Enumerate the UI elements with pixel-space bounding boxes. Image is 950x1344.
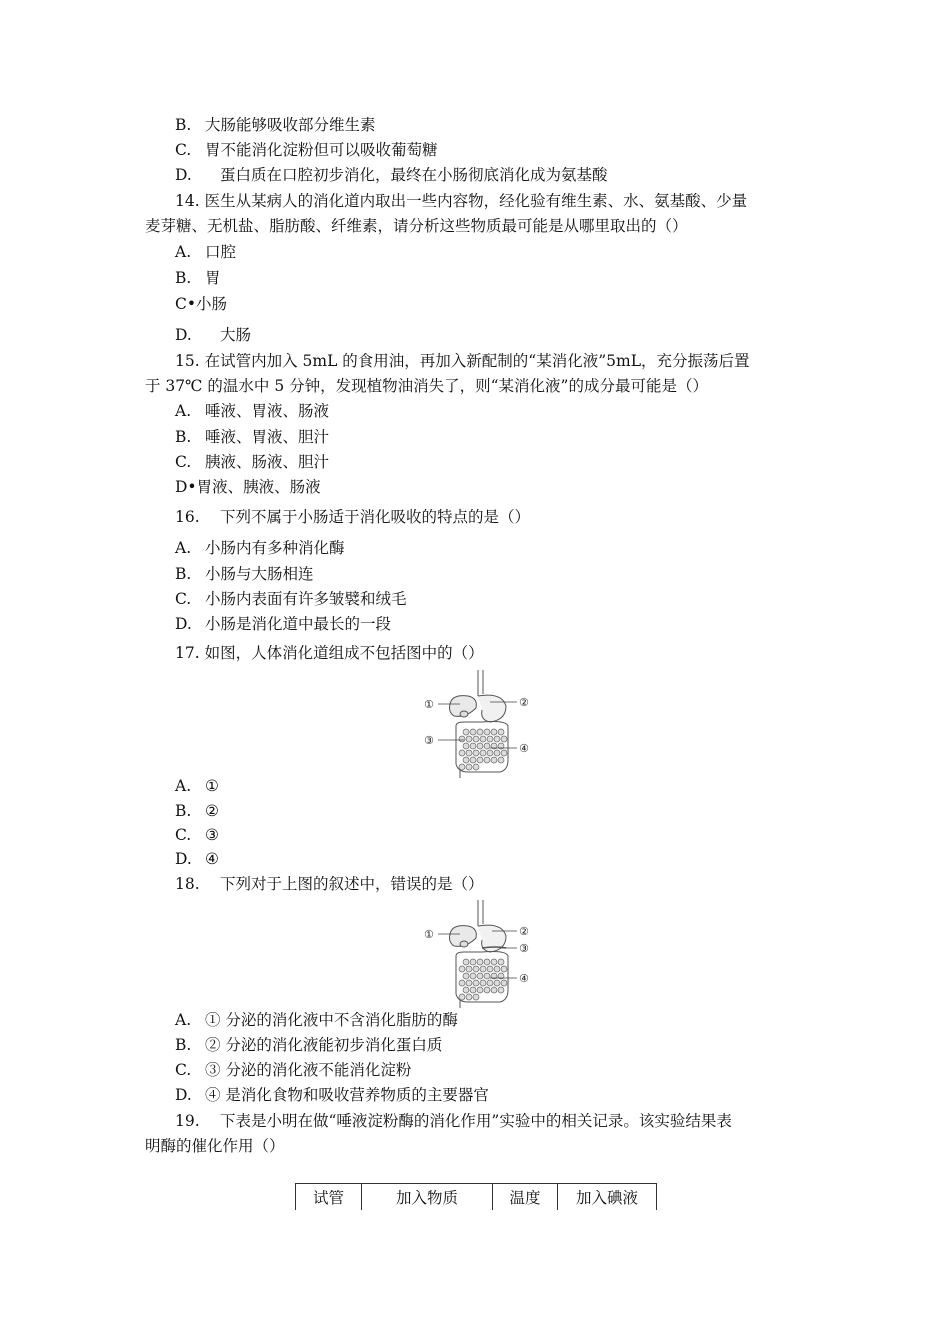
table-header-cell: 温度 — [493, 1184, 558, 1211]
option-text: ③ 分泌的消化液不能消化淀粉 — [205, 1061, 412, 1079]
question-text: 下列不属于小肠适于消化吸收的特点的是（） — [220, 508, 531, 526]
diagram-label-2: ② — [519, 925, 529, 938]
table-header-cell: 加入物质 — [362, 1184, 493, 1211]
option-text: 小肠内表面有许多皱襞和绒毛 — [205, 590, 407, 608]
q15-option-a — [175, 401, 329, 421]
option-letter: C. — [175, 141, 192, 159]
option-text: 胰液、肠液、胆汁 — [205, 453, 330, 471]
option-text: 蛋白质在口腔初步消化，最终在小肠彻底消化成为氨基酸 — [220, 166, 608, 184]
table-header-cell: 试管 — [296, 1184, 362, 1211]
question-text: 下列对于上图的叙述中，错误的是（） — [220, 875, 484, 893]
q14-option-b — [175, 268, 221, 288]
q14-stem-line1: 14. 医生从某病人的消化道内取出一些内容物，经化验有维生素、水、氨基酸、少量 — [175, 192, 748, 210]
option-letter: D. — [175, 615, 192, 633]
option-letter: A. — [175, 539, 192, 557]
q16-option-b — [175, 564, 314, 584]
q13-option-d — [175, 165, 608, 185]
option-letter: D. — [175, 166, 192, 184]
q18-option-b — [175, 1035, 442, 1055]
option-letter: B. — [175, 116, 192, 134]
option-text: ② — [205, 802, 219, 820]
option-letter: A. — [175, 777, 192, 795]
experiment-record-table — [295, 1183, 657, 1210]
option-letter: B. — [175, 269, 192, 287]
q15-stem-line1: 15. 在试管内加入 5mL 的食用油，再加入新配制的“某消化液”5mL，充分振荡后置 — [175, 352, 750, 370]
option-text: 胃 — [205, 269, 221, 287]
option-letter: C. — [175, 590, 192, 608]
table-header-cell: 加入碘液 — [558, 1184, 657, 1211]
option-text: ① — [205, 777, 219, 795]
option-text: 唾液、胃液、肠液 — [205, 402, 330, 420]
q16-option-c — [175, 589, 407, 609]
q18-option-c — [175, 1060, 411, 1080]
q17-option-a — [175, 776, 219, 796]
option-text: ④ 是消化食物和吸收营养物质的主要器官 — [205, 1086, 489, 1104]
q19-stem-line2: 明酶的催化作用（） — [145, 1137, 285, 1155]
q15-stem-line2: 于 37℃ 的温水中 5 分钟，发现植物油消失了，则“某消化液”的成分最可能是（） — [145, 377, 708, 395]
q13-option-b — [175, 115, 376, 135]
option-letter: D. — [175, 850, 192, 868]
q18-option-d — [175, 1085, 489, 1105]
q17-option-c — [175, 825, 219, 845]
q14-stem-line2: 麦芽糖、无机盐、脂肪酸、纤维素，请分析这些物质最可能是从哪里取出的（） — [145, 217, 688, 235]
q17-stem: 17. 如图，人体消化道组成不包括图中的（） — [175, 644, 484, 662]
option-text: 小肠内有多种消化酶 — [205, 539, 345, 557]
option-letter: A. — [175, 243, 192, 261]
q14-option-d — [175, 325, 251, 345]
q16-option-a — [175, 538, 345, 558]
q15-option-c — [175, 452, 329, 472]
diagram-label-2: ② — [519, 696, 529, 709]
option-letter: B. — [175, 802, 192, 820]
q18-option-a — [175, 1010, 458, 1030]
q15-option-d: D•胃液、胰液、肠液 — [175, 478, 321, 496]
q16-stem — [175, 507, 530, 527]
q19-stem-line1 — [175, 1111, 732, 1131]
option-text: 唾液、胃液、胆汁 — [205, 428, 330, 446]
q17-option-d — [175, 849, 219, 869]
option-letter: D. — [175, 1086, 192, 1104]
question-number: 19. — [175, 1112, 200, 1130]
question-number: 16. — [175, 508, 200, 526]
diagram-label-4: ④ — [519, 742, 529, 755]
question-number: 18. — [175, 875, 200, 893]
option-text: ① 分泌的消化液中不含消化脂肪的酶 — [205, 1011, 458, 1029]
option-letter: C. — [175, 453, 192, 471]
option-letter: A. — [175, 402, 192, 420]
q14-option-a — [175, 242, 236, 262]
option-letter: D. — [175, 326, 192, 344]
table-header-row — [296, 1184, 657, 1211]
diagram-label-3: ③ — [424, 734, 434, 747]
option-text: 口腔 — [205, 243, 237, 261]
option-text: ④ — [205, 850, 219, 868]
q18-stem — [175, 874, 484, 894]
digestive-system-diagram-2 — [420, 898, 535, 1010]
option-text: 大肠 — [220, 326, 252, 344]
option-text: 胃不能消化淀粉但可以吸收葡萄糖 — [205, 141, 438, 159]
q14-option-c: C•小肠 — [175, 295, 228, 313]
diagram-label-1: ① — [424, 698, 434, 711]
option-letter: B. — [175, 428, 192, 446]
option-text: 大肠能够吸收部分维生素 — [205, 116, 376, 134]
digestive-system-diagram-1 — [420, 668, 535, 780]
question-text: 下表是小明在做“唾液淀粉酶的消化作用”实验中的相关记录。该实验结果表 — [220, 1112, 732, 1130]
q16-option-d — [175, 614, 391, 634]
option-letter: A. — [175, 1011, 192, 1029]
option-letter: C. — [175, 826, 192, 844]
q13-option-c — [175, 140, 438, 160]
option-text: 小肠是消化道中最长的一段 — [205, 615, 392, 633]
diagram-label-3: ③ — [519, 942, 529, 955]
diagram-label-4: ④ — [519, 972, 529, 985]
option-text: 小肠与大肠相连 — [205, 565, 314, 583]
diagram-label-1: ① — [424, 928, 434, 941]
option-letter: B. — [175, 1036, 192, 1054]
q17-option-b — [175, 801, 219, 821]
option-text: ③ — [205, 826, 219, 844]
option-text: ② 分泌的消化液能初步消化蛋白质 — [205, 1036, 443, 1054]
q15-option-b — [175, 427, 329, 447]
option-letter: C. — [175, 1061, 192, 1079]
option-letter: B. — [175, 565, 192, 583]
